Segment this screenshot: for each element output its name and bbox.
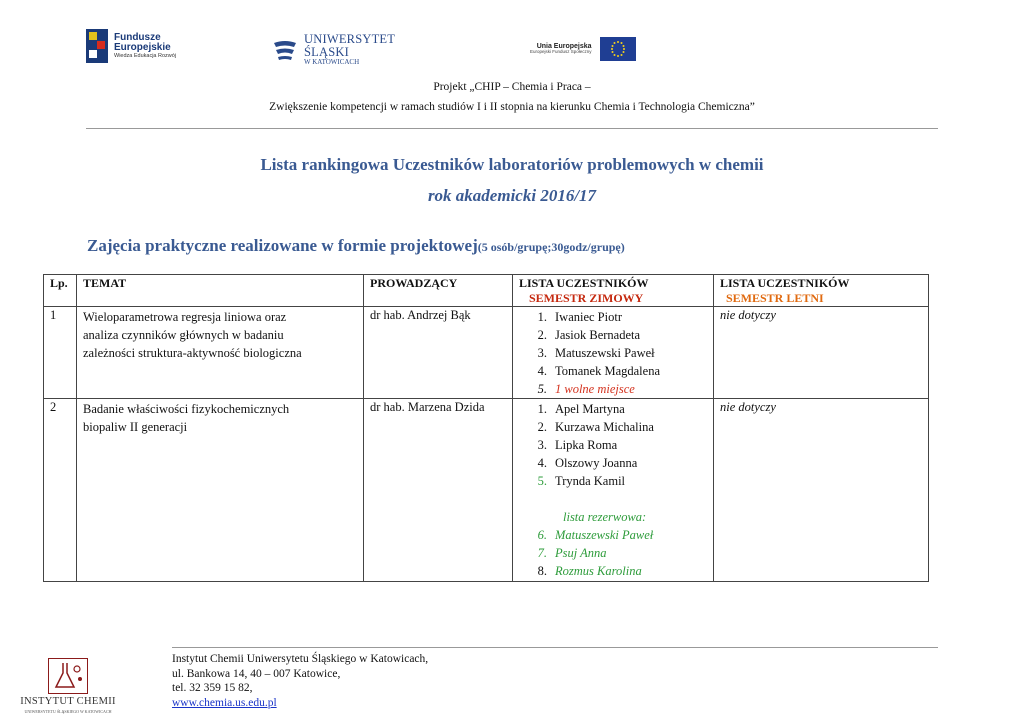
header-summer-list: LISTA UCZESTNIKÓW bbox=[720, 276, 850, 290]
free-slot-item: 5. 1 wolne miejsce bbox=[537, 382, 635, 396]
footer-line2: ul. Bankowa 14, 40 – 007 Katowice, bbox=[172, 667, 341, 680]
section-heading bbox=[87, 236, 625, 256]
row-temat bbox=[77, 399, 364, 582]
table-row bbox=[44, 399, 929, 582]
document-title: Lista rankingowa Uczestników laboratoriów problemowych w chemii bbox=[260, 155, 764, 174]
fundusze-europejskie-logo bbox=[86, 28, 196, 64]
temat-line: analiza czynników głównych w badaniu bbox=[83, 328, 284, 342]
temat-line: zależności struktura-aktywność biologiczna bbox=[83, 346, 302, 360]
footer-line1: Instytut Chemii Uniwersytetu Śląskiego w Katowicach, bbox=[172, 653, 429, 665]
fe-line3: Wiedza Edukacja Rozwój bbox=[114, 52, 177, 59]
us-emblem-icon bbox=[272, 39, 298, 61]
table-row bbox=[44, 307, 929, 399]
instytut-chemii-logo-sub: UNIWERSYTETU ŚLĄSKIEGO W KATOWICACH bbox=[24, 709, 112, 714]
fe-flag-icon bbox=[86, 29, 108, 63]
header-winter bbox=[513, 275, 714, 307]
list-item: 1. Apel Martyna bbox=[537, 402, 625, 416]
header-summer-semester: SEMESTR LETNI bbox=[726, 291, 824, 305]
fe-line1: Fundusze bbox=[114, 31, 161, 43]
row-summer: nie dotyczy bbox=[714, 307, 929, 399]
project-line-1: Projekt „CHIP – Chemia i Praca – bbox=[433, 81, 591, 93]
footer-address bbox=[172, 652, 428, 710]
spacer bbox=[519, 490, 707, 508]
list-item: 5. Trynda Kamil bbox=[537, 474, 626, 488]
reserve-label: lista rezerwowa: bbox=[563, 510, 647, 524]
us-line1: UNIWERSYTET ŚLĄSKI bbox=[304, 32, 395, 60]
academic-year: rok akademicki 2016/17 bbox=[427, 186, 597, 205]
ue-line1: Unia Europejska bbox=[536, 42, 592, 50]
header-winter-semester: SEMESTR ZIMOWY bbox=[529, 291, 644, 305]
row-lp: 1 bbox=[44, 307, 77, 399]
section-title: Zajęcia praktyczne realizowane w formie projektowej bbox=[87, 236, 478, 255]
instytut-chemii-flask-icon bbox=[48, 658, 88, 694]
list-item: 1. Iwaniec Piotr bbox=[537, 310, 622, 324]
project-line-2: Zwiększenie kompetencji w ramach studiów I i II stopnia na kierunku Chemia i Technologia Chemiczna” bbox=[269, 101, 755, 113]
row-temat bbox=[77, 307, 364, 399]
table-header-row bbox=[44, 275, 929, 307]
instytut-chemii-logo-text: INSTYTUT CHEMII bbox=[20, 696, 116, 707]
reserve-item: 6. Matuszewski Paweł bbox=[537, 528, 654, 542]
ue-line2: Europejski Fundusz Społeczny bbox=[530, 49, 592, 55]
header-temat: TEMAT bbox=[77, 275, 364, 307]
us-line2: W KATOWICACH bbox=[304, 58, 360, 67]
row-participants bbox=[513, 399, 714, 582]
row-prowadzacy: dr hab. Marzena Dzida bbox=[364, 399, 513, 582]
temat-line: Wieloparametrowa regresja liniowa oraz bbox=[83, 310, 287, 324]
header-summer bbox=[714, 275, 929, 307]
list-item: 4. Olszowy Joanna bbox=[537, 456, 638, 470]
ranking-table bbox=[43, 274, 929, 582]
footer-line3: tel. 32 359 15 82, bbox=[172, 682, 253, 694]
list-item: 3. Matuszewski Paweł bbox=[537, 346, 655, 360]
uniwersytet-slaski-logo bbox=[272, 32, 442, 67]
list-item: 2. Jasiok Bernadeta bbox=[537, 328, 641, 342]
row-lp: 2 bbox=[44, 399, 77, 582]
footer-website-link[interactable]: www.chemia.us.edu.pl bbox=[172, 696, 277, 709]
header-prowadzacy: PROWADZĄCY bbox=[364, 275, 513, 307]
list-item: 3. Lipka Roma bbox=[537, 438, 618, 452]
list-item: 4. Tomanek Magdalena bbox=[537, 364, 660, 378]
fe-line2: Europejskie bbox=[114, 42, 171, 54]
reserve-item: 7. Psuj Anna bbox=[537, 546, 607, 560]
header-divider bbox=[86, 128, 938, 129]
header-lp: Lp. bbox=[44, 275, 77, 307]
temat-line: biopaliw II generacji bbox=[83, 420, 188, 434]
row-prowadzacy: dr hab. Andrzej Bąk bbox=[364, 307, 513, 399]
row-participants bbox=[513, 307, 714, 399]
row-summer: nie dotyczy bbox=[714, 399, 929, 582]
reserve-item: 8. Rozmus Karolina bbox=[537, 564, 642, 578]
temat-line: Badanie właściwości fizykochemicznych bbox=[83, 402, 290, 416]
eu-flag-icon bbox=[600, 37, 636, 61]
section-note: (5 osób/grupę;30godz/grupę) bbox=[477, 240, 625, 254]
list-item: 2. Kurzawa Michalina bbox=[537, 420, 654, 434]
header-winter-list: LISTA UCZESTNIKÓW bbox=[519, 276, 649, 290]
footer-divider bbox=[172, 647, 938, 648]
unia-europejska-logo bbox=[530, 36, 640, 62]
